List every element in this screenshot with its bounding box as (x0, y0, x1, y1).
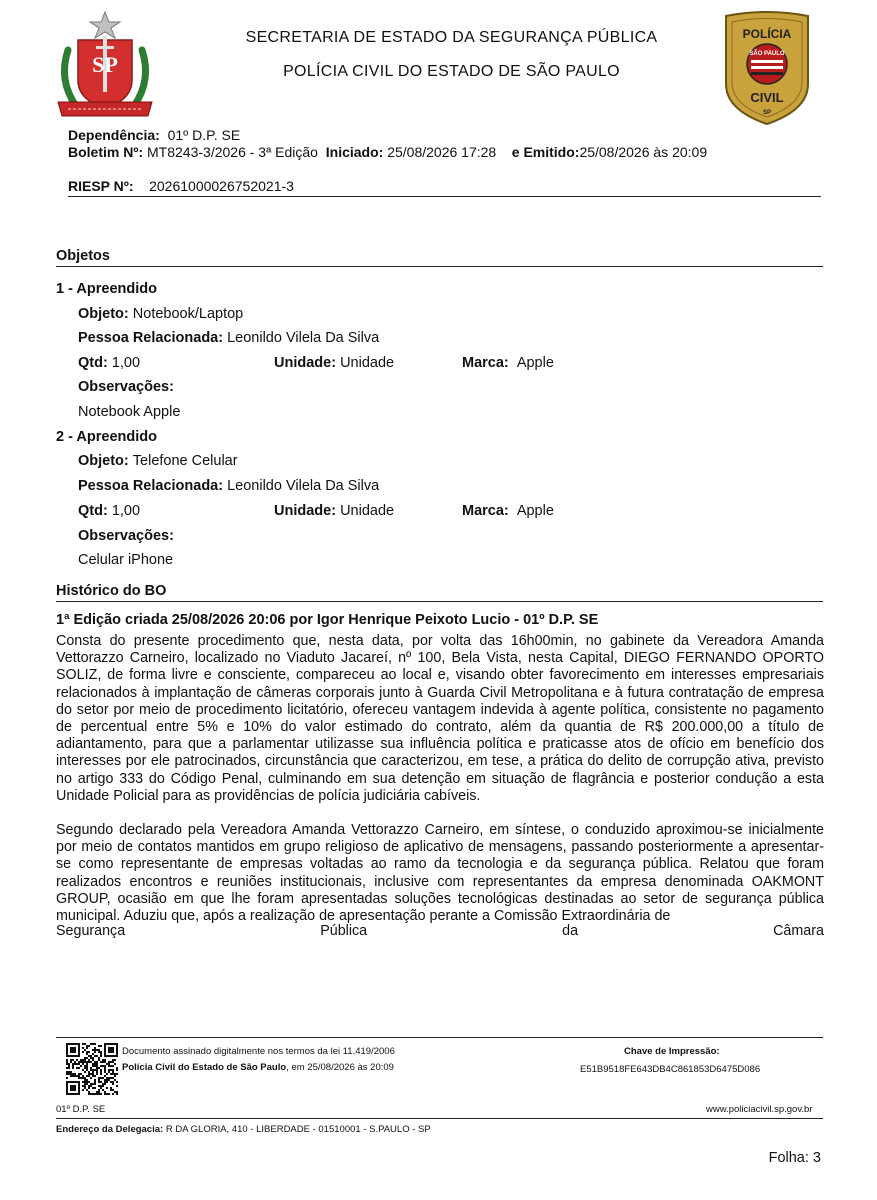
dependencia-value: 01º D.P. SE (167, 127, 241, 143)
dependencia-label: Dependência: (68, 127, 160, 143)
signed-text: Documento assinado digitalmente nos termos da lei 11.419/2006 (122, 1046, 395, 1057)
badge-top-text: POLÍCIA (742, 27, 792, 41)
historico-last-line (56, 923, 824, 939)
item-2-obs-value: Celular iPhone (78, 552, 174, 568)
last-word-2: Pública (320, 923, 368, 939)
riesp-row (68, 178, 294, 194)
boletim-value: MT8243-3/2026 - 3ª Edição (147, 144, 318, 160)
iniciado-label: Iniciado: (325, 144, 384, 160)
chave-value: E51B9518FE643DB4C861853D6475D086 (580, 1064, 761, 1075)
riesp-value: 20261000026752021-3 (149, 178, 294, 194)
historico-paragraph-2: Segundo declarado pela Vereadora Amanda Vettorazzo Carneiro, em síntese, o conduzido aproximou-se inicialmente por meio de contatos mantidos em grupo religioso de aplicativo de mensagens, passando posteriormente a apresentar-se como representante de empresas voltadas ao ramo da tecnologia e da segurança pública. Relatou que foram realizados encontros e reuniões institucionais, inclusive com representantes da empresa denominada OAKMONT GROUP, ocasião em que lhe foram apresentadas soluções tecnológicas destinadas ao setor de segurança pública municipal. Aduziu que, após a realização de apresentação perante a Comissão Extraordinária de (56, 822, 824, 925)
item-1-unidade: Unidade: Unidade (274, 355, 395, 371)
qr-code-icon (66, 1043, 118, 1095)
edicao-header: 1ª Edição criada 25/08/2026 20:06 por Igor Henrique Peixoto Lucio - 01º D.P. SE (56, 612, 599, 628)
emitido-label: e Emitido: (511, 144, 580, 160)
footer-divider-bottom (56, 1118, 823, 1119)
historico-title: Histórico do BO (56, 583, 167, 599)
coat-letters: SP (92, 52, 118, 77)
last-word-3: da (562, 923, 579, 939)
item-1-obs-value: Notebook Apple (78, 404, 181, 420)
boletim-row (68, 144, 707, 160)
historico-paragraph-1: Consta do presente procedimento que, nesta data, por volta das 16h00min, no gabinete da Vereadora Amanda Vettorazzo Carneiro, localizado no Viaduto Jacareí, nº 100, Bela Vista, nesta Capital, DIEGO FERNANDO OPORTO SOLIZ, de forma livre e consciente, compareceu ao local e, visando obter favorecimento em interesses empresariais relacionados à implantação de câmeras corporais junto à Guarda Civil Metropolitana e à futura contratação de empresa do setor por meio de procedimento licitatório, ofereceu vantagem indevida à agente política, consistente no pagamento de percentual entre 5% e 10% do valor estimado do contrato, além da quantia de R$ 200.000,00 a título de adiantamento, para que a parlamentar utilizasse sua influência política e praticasse atos de ofício em benefício dos interesses por ele patrocinados, circunstância que caracterizou, em tese, a prática do delito de corrupção ativa, previsto no artigo 333 do Código Penal, culminando em sua detenção em situação de flagrância e posterior condução a esta Unidade Policial para as providências de polícia judiciária cabíveis. (56, 633, 824, 804)
policia-civil-badge-icon (720, 10, 814, 126)
footer-website[interactable]: www.policiacivil.sp.gov.br (706, 1104, 813, 1115)
historico-divider (56, 601, 823, 602)
item-2-objeto: Objeto: Telefone Celular (78, 453, 238, 469)
signed-by: Polícia Civil do Estado de São Paulo, em 25/08/2026 às 20:09 (122, 1062, 394, 1073)
emitido-value: 25/08/2026 às 20:09 (579, 144, 708, 160)
riesp-label: RIESP Nº: (68, 178, 134, 194)
item-2-header: 2 - Apreendido (56, 429, 157, 445)
objetos-title: Objetos (56, 248, 110, 264)
item-2-marca: Marca: Apple (462, 503, 554, 519)
header-secretaria: SECRETARIA DE ESTADO DA SEGURANÇA PÚBLICA (245, 29, 658, 46)
folha-number: Folha: 3 (768, 1150, 821, 1166)
last-word-1: Segurança (56, 923, 126, 939)
chave-label: Chave de Impressão: (624, 1046, 720, 1057)
badge-state-text: SÃO PAULO (749, 51, 785, 57)
item-2-qtd: Qtd: 1,00 (78, 503, 141, 519)
item-1-header: 1 - Apreendido (56, 281, 157, 297)
iniciado-value: 25/08/2026 17:28 (387, 144, 497, 160)
footer-unit: 01º D.P. SE (56, 1104, 106, 1115)
item-1-qtd: Qtd: 1,00 (78, 355, 141, 371)
last-word-4: Câmara (773, 923, 824, 939)
dependencia-row (68, 127, 240, 143)
objetos-divider (56, 266, 823, 267)
badge-sp-text: SP (762, 110, 772, 116)
badge-bottom-text: CIVIL (750, 90, 784, 105)
item-1-obs-label: Observações: (78, 379, 174, 395)
item-2-obs-label: Observações: (78, 528, 174, 544)
item-2-pessoa: Pessoa Relacionada: Leonildo Vilela Da Silva (78, 478, 380, 494)
item-1-marca: Marca: Apple (462, 355, 554, 371)
item-1-pessoa: Pessoa Relacionada: Leonildo Vilela Da Silva (78, 330, 380, 346)
header-policia-civil: POLÍCIA CIVIL DO ESTADO DE SÃO PAULO (283, 63, 620, 80)
boletim-label: Boletim Nº: (68, 144, 144, 160)
item-1-objeto: Objeto: Notebook/Laptop (78, 306, 244, 322)
item-2-unidade: Unidade: Unidade (274, 503, 395, 519)
endereco: Endereço da Delegacia: R DA GLORIA, 410 - LIBERDADE - 01510001 - S.PAULO - SP (56, 1124, 431, 1135)
footer-divider-top (56, 1037, 823, 1038)
header-divider (68, 196, 821, 197)
